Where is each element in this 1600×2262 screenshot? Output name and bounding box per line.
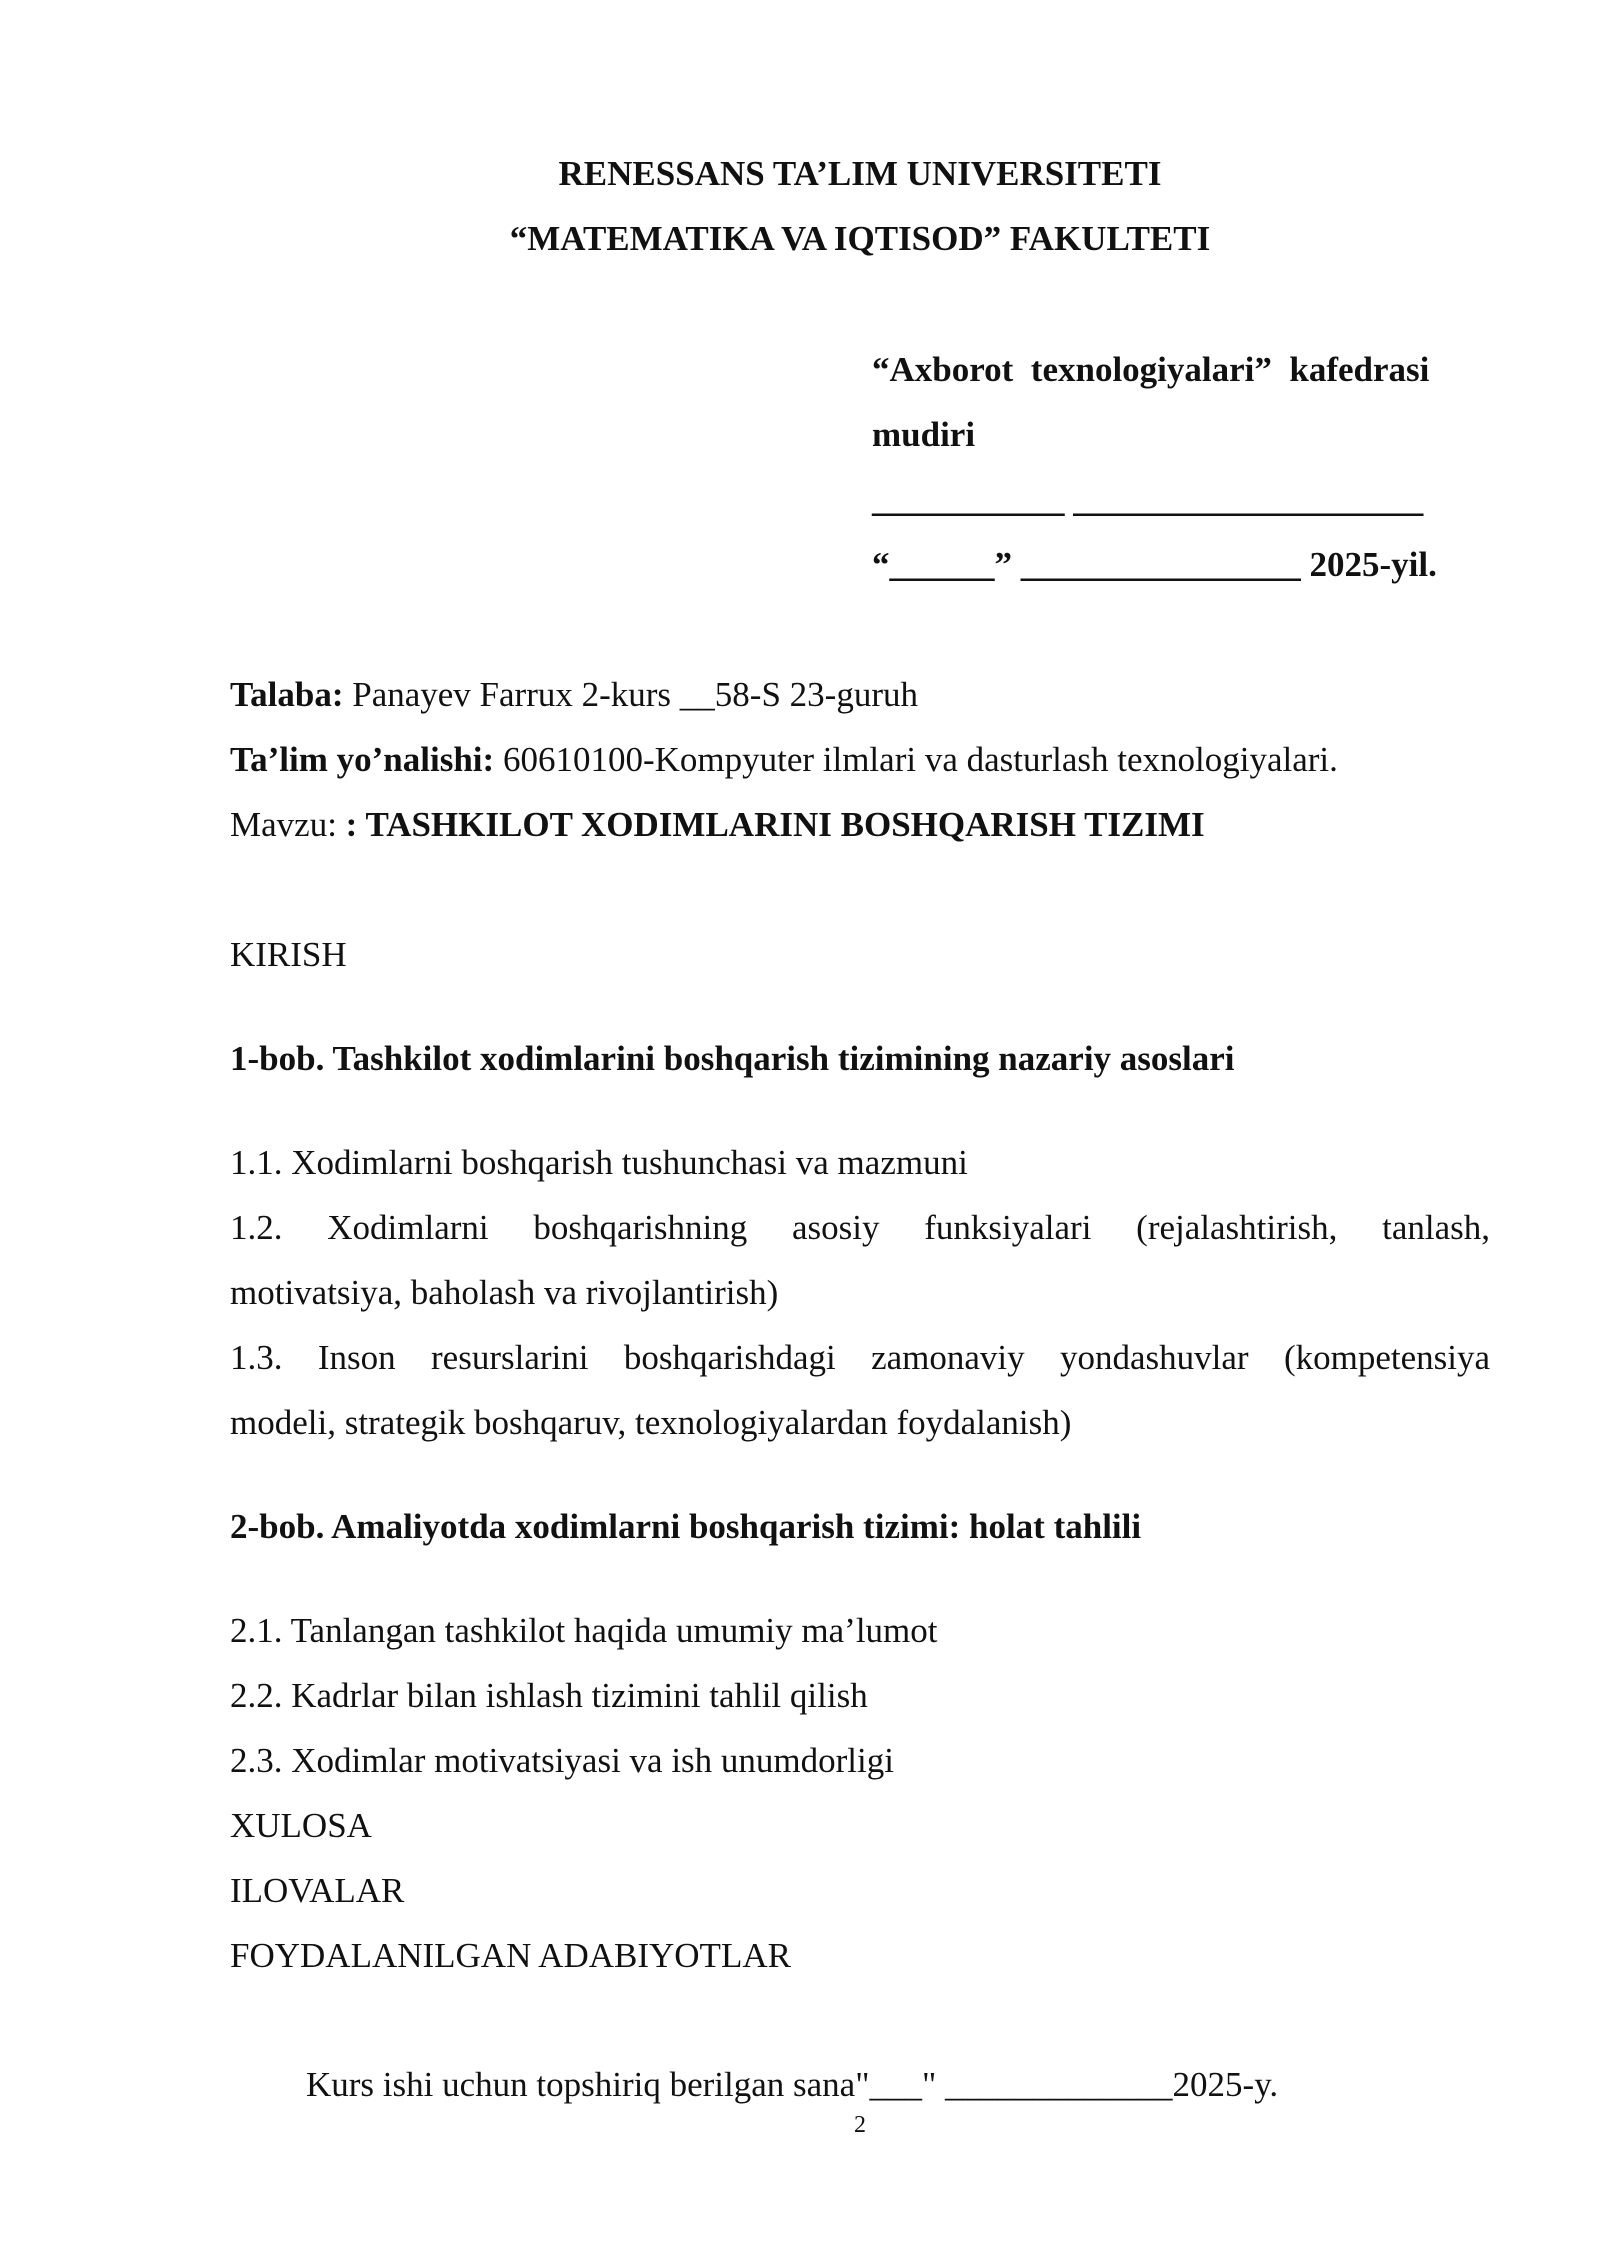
- approval-line-1: “Axborot texnologiyalari” kafedrasi: [872, 350, 1430, 389]
- student-value: Panayev Farrux 2-kurs __58-S 23-guruh: [343, 675, 918, 714]
- student-label: Talaba:: [230, 675, 344, 714]
- chapter-1-heading: 1-bob. Tashkilot xodimlarini boshqarish tizimining nazariy asoslari: [230, 1039, 1235, 1078]
- contents-references: FOYDALANILGAN ADABIYOTLAR: [230, 1936, 791, 1975]
- section-2-1: 2.1. Tanlangan tashkilot haqida umumiy ma’lumot: [230, 1611, 938, 1650]
- assignment-date-line: Kurs ishi uchun topshiriq berilgan sana"___" _____________2025-y.: [306, 2065, 1279, 2104]
- contents-conclusion: XULOSA: [230, 1806, 372, 1845]
- direction-value: 60610100-Kompyuter ilmlari va dasturlash texnologiyalari.: [494, 740, 1338, 779]
- topic-value: : TASHKILOT XODIMLARINI BOSHQARISH TIZIMI: [345, 805, 1205, 844]
- direction-line: [230, 738, 1338, 782]
- section-1-3-line-2: modeli, strategik boshqaruv, texnologiyalardan foydalanish): [230, 1403, 1072, 1442]
- section-2-3: 2.3. Xodimlar motivatsiyasi va ish unumdorligi: [230, 1741, 894, 1780]
- approval-date-line: “______” ________________ 2025-yil.: [872, 545, 1437, 584]
- direction-label: Ta’lim yo’nalishi:: [230, 740, 495, 779]
- approval-signature-line: ___________ ____________________: [872, 480, 1424, 519]
- topic-line: [230, 803, 1205, 847]
- section-1-2-line-2: motivatsiya, baholash va rivojlantirish): [230, 1273, 779, 1312]
- university-title: RENESSANS TA’LIM UNIVERSITETI: [558, 154, 1162, 193]
- contents-intro: KIRISH: [230, 935, 347, 974]
- faculty-title: “MATEMATIKA VA IQTISOD” FAKULTETI: [509, 219, 1211, 258]
- section-1-3-line-1: 1.3. Inson resurslarini boshqarishdagi zamonaviy yondashuvlar (kompetensiya: [230, 1338, 1490, 1377]
- approval-line-2: mudiri: [872, 415, 976, 454]
- contents-appendix: ILOVALAR: [230, 1871, 405, 1910]
- section-1-2-line-1: 1.2. Xodimlarni boshqarishning asosiy funksiyalari (rejalashtirish, tanlash,: [230, 1208, 1490, 1247]
- section-2-2: 2.2. Kadrlar bilan ishlash tizimini tahlil qilish: [230, 1676, 868, 1715]
- page-number: 2: [854, 2112, 866, 2138]
- chapter-2-heading: 2-bob. Amaliyotda xodimlarni boshqarish tizimi: holat tahlili: [230, 1507, 1142, 1546]
- section-1-1: 1.1. Xodimlarni boshqarish tushunchasi va mazmuni: [230, 1143, 968, 1182]
- student-line: [230, 673, 918, 717]
- topic-label: Mavzu:: [230, 805, 346, 844]
